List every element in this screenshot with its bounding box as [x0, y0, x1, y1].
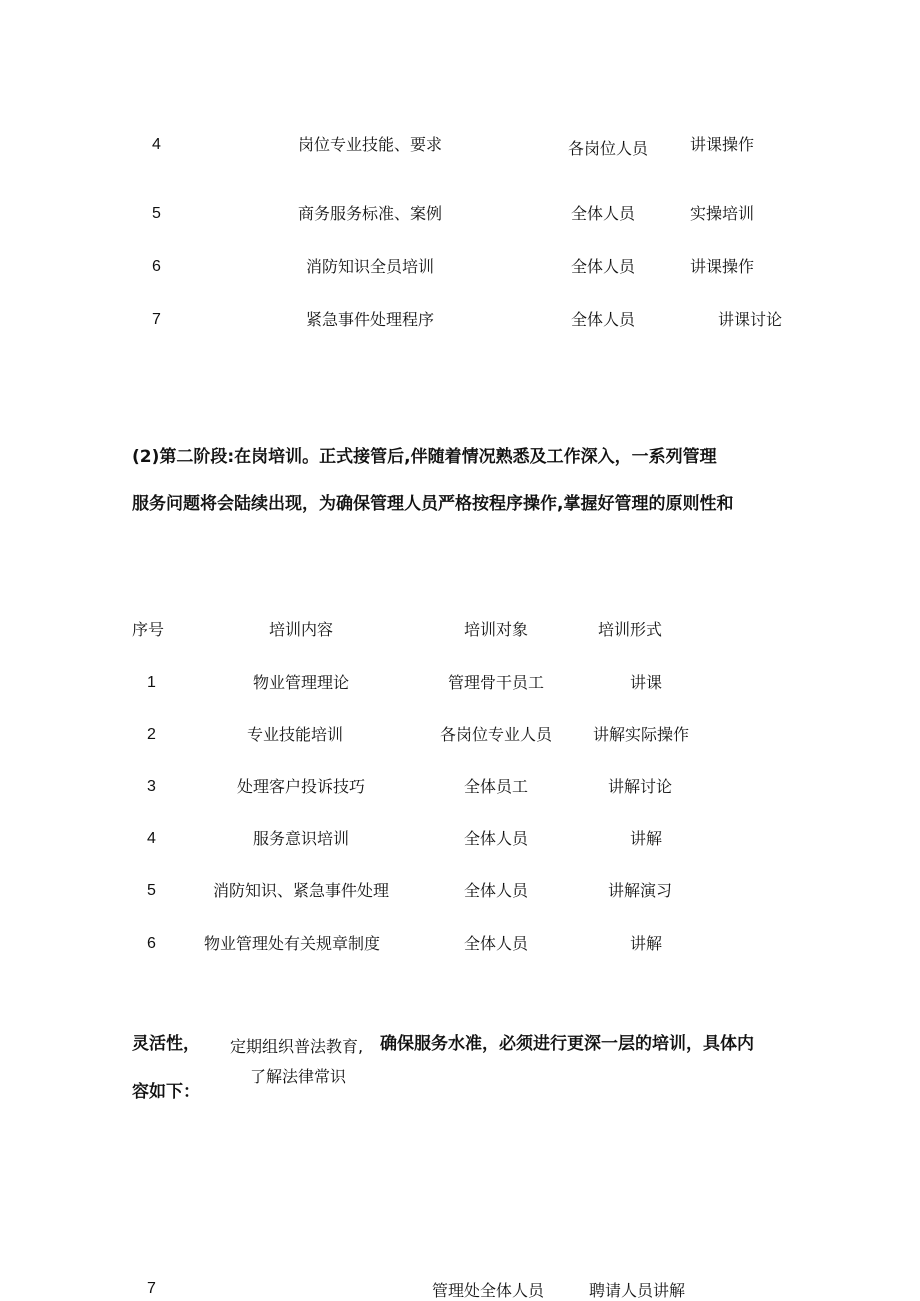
table1-row-7-form: 讲课讨论 [717, 310, 783, 329]
table2-row-4-target: 全体人员 [463, 829, 529, 848]
table2-row-4-content: 服务意识培训 [252, 829, 350, 848]
table2-row-2-form: 讲解实际操作 [592, 725, 690, 744]
table2-header-no: 序号 [132, 620, 165, 639]
table1-row-7-content: 紧急事件处理程序 [305, 310, 435, 329]
table2-header-content: 培训内容 [268, 620, 334, 639]
table2-row-2-no: 2 [147, 726, 156, 743]
table2-row-7-no: 7 [147, 1280, 156, 1297]
table2-row-6-target: 全体人员 [463, 934, 529, 953]
paragraph2-overlay2: 了解法律常识 [250, 1067, 347, 1086]
table2-header-target: 培训对象 [463, 620, 529, 639]
table2-row-3-target: 全体员工 [463, 777, 529, 796]
table2-row-1-no: 1 [147, 674, 156, 691]
paragraph1-line2: 服务问题将会陆续出现，为确保管理人员严格按程序操作,掌握好管理的原则性和 [132, 494, 734, 514]
table1-row-6-content: 消防知识全员培训 [305, 257, 435, 276]
table1-row-5-form: 实操培训 [689, 204, 755, 223]
table2-header-form: 培训形式 [597, 620, 663, 639]
table2-row-7-form: 聘请人员讲解 [588, 1281, 686, 1300]
paragraph1-line1: (2)第二阶段:在岗培训。正式接管后,伴随着情况熟悉及工作深入，一系列管理 [132, 447, 717, 467]
paragraph2-line2: 容如下： [132, 1082, 200, 1102]
table1-row-6-form: 讲课操作 [689, 257, 755, 276]
paragraph2-part2: 确保服务水准，必须进行更深一层的培训，具体内 [380, 1034, 754, 1054]
table2-row-7-target: 管理处全体人员 [431, 1281, 545, 1300]
table1-row-6-target: 全体人员 [570, 257, 636, 276]
table2-row-4-no: 4 [147, 830, 156, 847]
table2-row-2-target: 各岗位专业人员 [439, 725, 553, 744]
table2-row-5-no: 5 [147, 882, 156, 899]
table2-row-3-content: 处理客户投诉技巧 [236, 777, 366, 796]
table2-row-6-content: 物业管理处有关规章制度 [203, 934, 381, 953]
table1-row-7-no: 7 [152, 311, 161, 328]
paragraph2-overlay1: 定期组织普法教育, [230, 1037, 364, 1056]
table1-row-4-no: 4 [152, 136, 161, 153]
table2-row-1-content: 物业管理理论 [252, 673, 350, 692]
table2-row-5-content: 消防知识、紧急事件处理 [212, 881, 390, 900]
table1-row-4-target: 各岗位人员 [567, 139, 649, 158]
table1-row-6-no: 6 [152, 258, 161, 275]
table2-row-3-no: 3 [147, 778, 156, 795]
table1-row-4-form: 讲课操作 [689, 135, 755, 154]
table2-row-5-target: 全体人员 [463, 881, 529, 900]
table2-row-4-form: 讲解 [629, 829, 663, 848]
table2-row-3-form: 讲解讨论 [607, 777, 673, 796]
table2-row-5-form: 讲解演习 [607, 881, 673, 900]
table1-row-5-content: 商务服务标准、案例 [297, 204, 443, 223]
table2-row-2-content: 专业技能培训 [246, 725, 344, 744]
table1-row-4-content: 岗位专业技能、要求 [297, 135, 443, 154]
table1-row-5-no: 5 [152, 205, 161, 222]
paragraph2-part1: 灵活性， [132, 1034, 200, 1054]
table1-row-5-target: 全体人员 [570, 204, 636, 223]
table2-row-6-form: 讲解 [629, 934, 663, 953]
table2-row-6-no: 6 [147, 935, 156, 952]
table1-row-7-target: 全体人员 [570, 310, 636, 329]
table2-row-1-target: 管理骨干员工 [447, 673, 545, 692]
table2-row-1-form: 讲课 [629, 673, 663, 692]
